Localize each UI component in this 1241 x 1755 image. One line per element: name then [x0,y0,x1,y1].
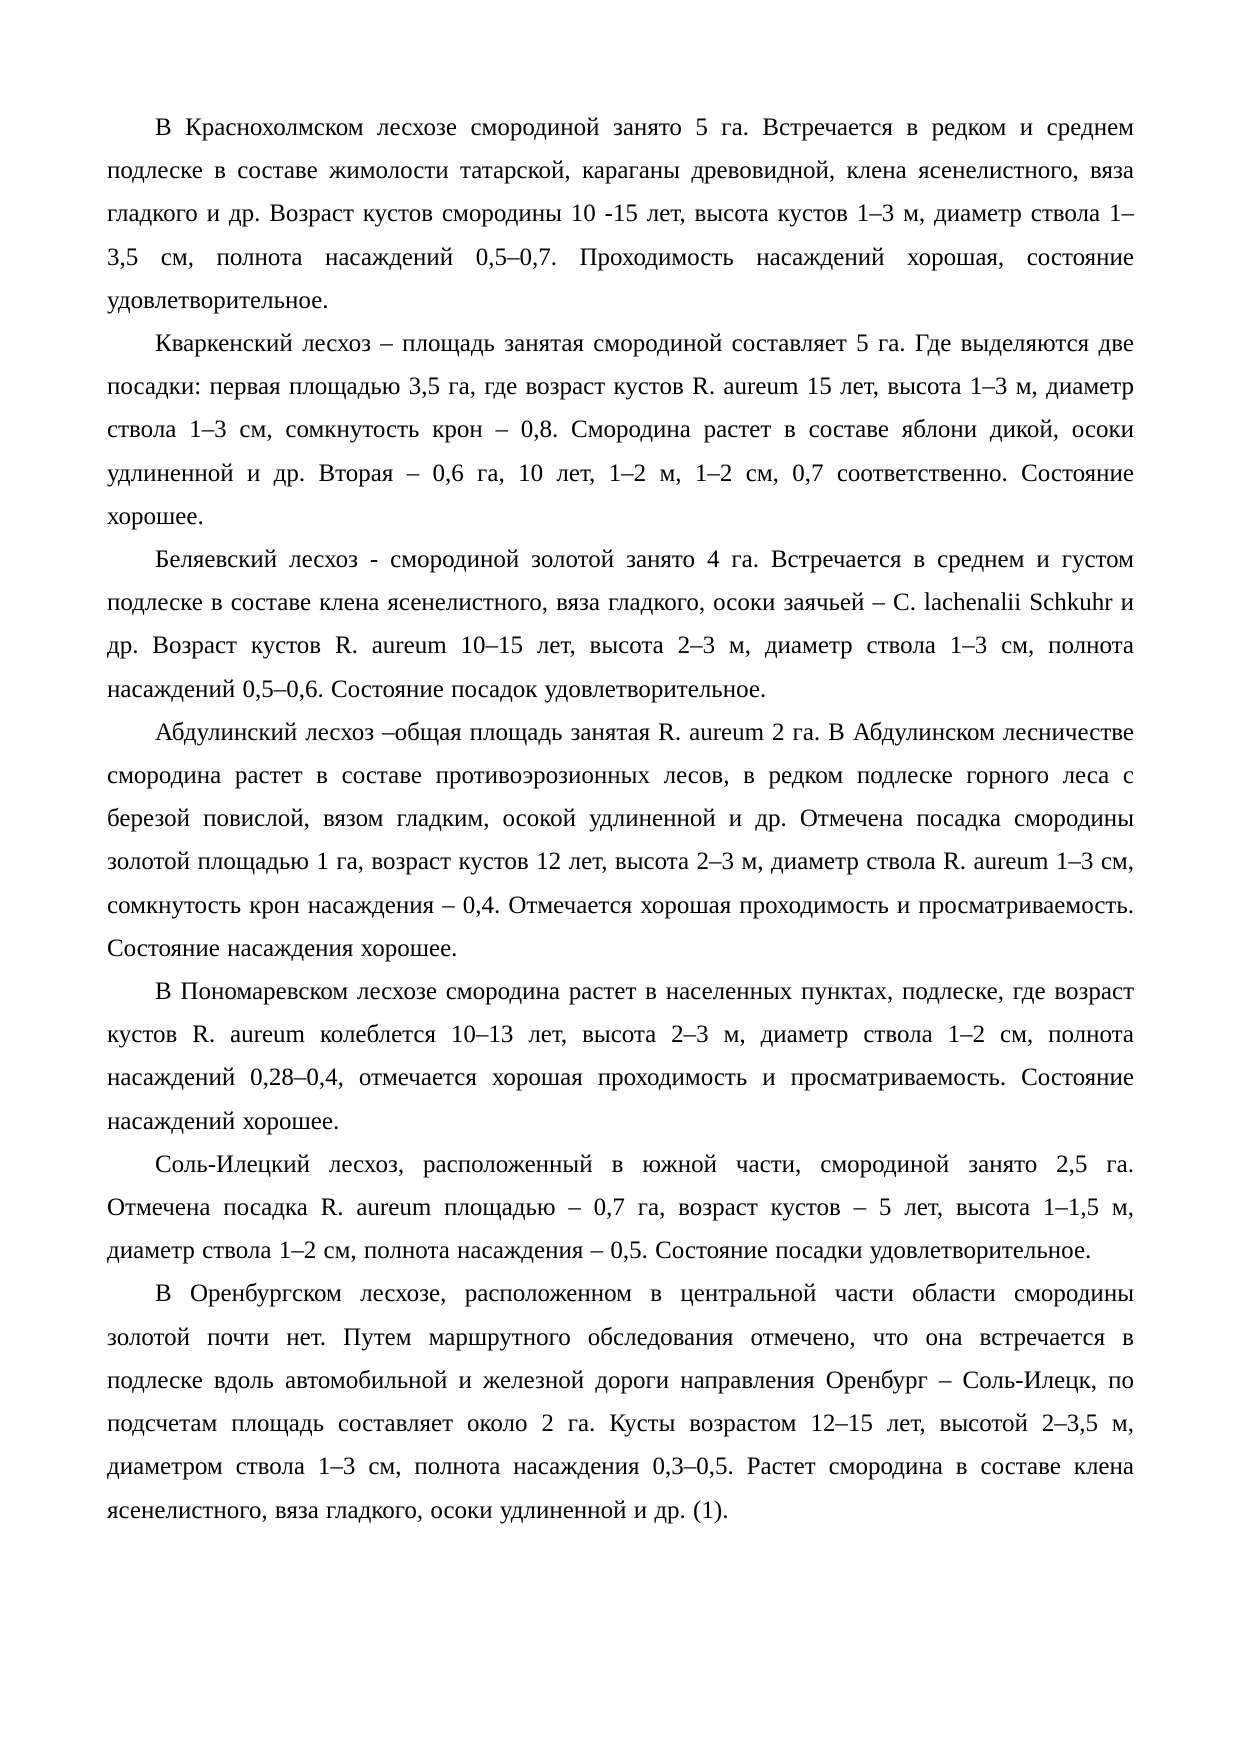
paragraph-abdulinsky-leskhoz: Абдулинский лесхоз –общая площадь занятая R. aureum 2 га. В Абдулинском лесничестве смородина растет в составе противоэрозионных лесов, в редком подлеске горного леса с березой повислой, вязом гладким, осокой удлиненной и др. Отмечена посадка смородины золотой площадью 1 га, возраст кустов 12 лет, высота 2–3 м, диаметр ствола R. aureum 1–3 см, сомкнутость крон насаждения – 0,4. Отмечается хорошая проходимость и просматриваемость. Состояние насаждения хорошее. [107,718,1134,962]
paragraph-belyaevsky-leskhoz: Беляевский лесхоз - смородиной золотой занято 4 га. Встречается в среднем и густом подлеске в составе клена ясенелистного, вяза гладкого, осоки заячьей – C. lachenalii Schkuhr и др. Возраст кустов R. aureum 10–15 лет, высота 2–3 м, диаметр ствола 1–3 см, полнота насаждений 0,5–0,6. Состояние посадок удовлетворительное. [107,546,1134,703]
paragraph-ponomarevsky-leskhoz: В Пономаревском лесхозе смородина растет в населенных пунктах, подлеске, где возраст кустов R. aureum колеблется 10–13 лет, высота 2–3 м, диаметр ствола 1–2 см, полнота насаждений 0,28–0,4, отмечается хорошая проходимость и просматриваемость. Состояние насаждений хорошее. [107,978,1134,1135]
paragraph-kvarkensky-leskhoz: Кваркенский лесхоз – площадь занятая смородиной составляет 5 га. Где выделяются две посадки: первая площадью 3,5 га, где возраст кустов R. aureum 15 лет, высота 1–3 м, диаметр ствола 1–3 см, сомкнутость крон – 0,8. Смородина растет в составе яблони дикой, осоки удлиненной и др. Вторая – 0,6 га, 10 лет, 1–2 м, 1–2 см, 0,7 соответственно. Состояние хорошее. [107,330,1134,530]
paragraph-krasnokholmsky-leskhoz: В Краснохолмском лесхозе смородиной занято 5 га. Встречается в редком и среднем подлеске в составе жимолости татарской, караганы древовидной, клена ясенелистного, вяза гладкого и др. Возраст кустов смородины 10 -15 лет, высота кустов 1–3 м, диаметр ствола 1–3,5 см, полнота насаждений 0,5–0,7. Проходимость насаждений хорошая, состояние удовлетворительное. [107,114,1134,314]
paragraph-orenburgsky-leskhoz: В Оренбургском лесхозе, расположенном в центральной части области смородины золотой почти нет. Путем маршрутного обследования отмечено, что она встречается в подлеске вдоль автомобильной и железной дороги направления Оренбург – Соль-Илецк, по подсчетам площадь составляет около 2 га. Кусты возрастом 12–15 лет, высотой 2–3,5 м, диаметром ствола 1–3 см, полнота насаждения 0,3–0,5. Растет смородина в составе клена ясенелистного, вяза гладкого, осоки удлиненной и др. (1). [107,1280,1134,1524]
paragraph-sol-iletsky-leskhoz: Соль-Илецкий лесхоз, расположенный в южной части, смородиной занято 2,5 га. Отмечена посадка R. aureum площадью – 0,7 га, возраст кустов – 5 лет, высота 1–1,5 м, диаметр ствола 1–2 см, полнота насаждения – 0,5. Состояние посадки удовлетворительное. [107,1150,1134,1265]
